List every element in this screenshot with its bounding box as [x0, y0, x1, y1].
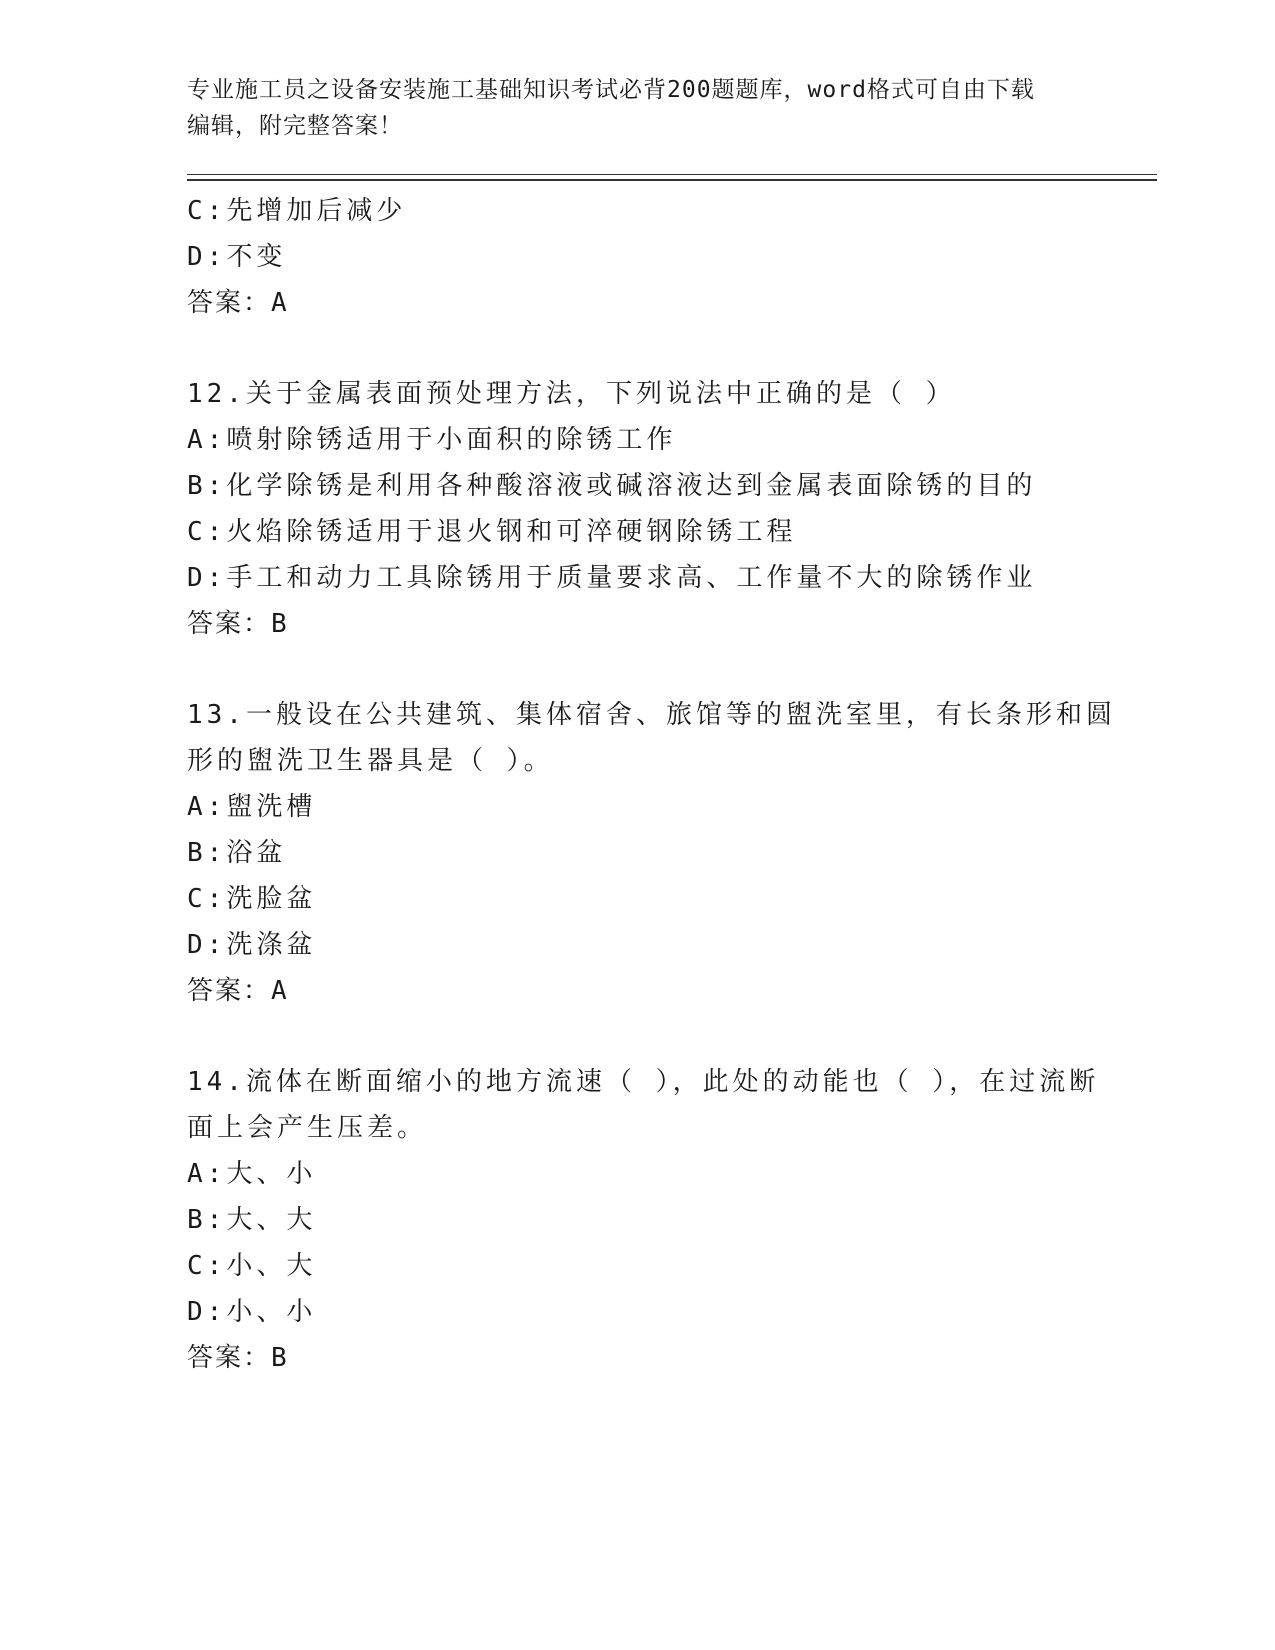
option-label: B:: [187, 838, 227, 868]
question-stem: 12.关于金属表面预处理方法，下列说法中正确的是（ ）: [187, 379, 956, 409]
question-stem-line-1: 13.一般设在公共建筑、集体宿舍、旅馆等的盥洗室里，有长条形和圆: [187, 700, 1116, 730]
option-label: C:: [187, 884, 227, 914]
option-a: [187, 417, 1087, 463]
question-block-13: [187, 692, 1116, 1014]
option-text: 小、大: [226, 1251, 317, 1281]
question-stem-line-1: 14.流体在断面缩小的地方流速（ ），此处的动能也（ ），在过流断: [187, 1067, 1100, 1097]
option-text: 手工和动力工具除锈用于质量要求高、工作量不大的除锈作业: [226, 563, 1037, 593]
option-label: C:: [187, 1251, 227, 1281]
question-block-12: [187, 371, 1087, 647]
option-label: D:: [187, 930, 227, 960]
option-c: [187, 509, 1087, 555]
option-text: 盥洗槽: [226, 792, 317, 822]
option-text: 大、大: [226, 1205, 317, 1235]
option-text: 火焰除锈适用于退火钢和可淬硬钢除锈工程: [226, 517, 797, 547]
header-title-line-1: 专业施工员之设备安装施工基础知识考试必背200题题库，word格式可自由下载: [187, 77, 1035, 103]
option-label: C:: [187, 196, 227, 226]
question-block-previous: [187, 188, 1087, 326]
option-a: [187, 784, 1087, 830]
option-text: 洗涤盆: [226, 930, 317, 960]
document-header: [187, 72, 1067, 144]
option-b: [187, 1197, 1087, 1243]
option-d: [187, 1289, 1087, 1335]
option-text: 先增加后减少: [226, 196, 407, 226]
question-stem-line-2: 面上会产生压差。: [187, 1113, 428, 1143]
header-title-line-2: 编辑，附完整答案！: [187, 113, 403, 139]
option-b: [187, 830, 1087, 876]
option-text: 浴盆: [226, 838, 287, 868]
question-list: [187, 188, 1116, 1381]
answer-line: 答案：B: [187, 1343, 289, 1373]
option-text: 洗脸盆: [226, 884, 317, 914]
option-text: 化学除锈是利用各种酸溶液或碱溶液达到金属表面除锈的目的: [226, 471, 1037, 501]
option-b: [187, 463, 1087, 509]
answer-line: 答案：B: [187, 609, 289, 639]
option-label: B:: [187, 1205, 227, 1235]
option-d: [187, 234, 1087, 280]
question-block-14: [187, 1059, 1100, 1381]
header-divider-thick: [187, 179, 1157, 181]
option-text: 喷射除锈适用于小面积的除锈工作: [226, 425, 677, 455]
option-label: D:: [187, 563, 227, 593]
option-label: D:: [187, 1297, 227, 1327]
option-label: A:: [187, 1159, 227, 1189]
option-c: [187, 188, 1087, 234]
option-label: A:: [187, 792, 227, 822]
option-label: B:: [187, 471, 227, 501]
answer-line: 答案：A: [187, 288, 289, 318]
option-d: [187, 922, 1087, 968]
option-text: 不变: [226, 242, 287, 272]
question-stem-line-2: 形的盥洗卫生器具是（ ）。: [187, 746, 554, 776]
option-c: [187, 1243, 1087, 1289]
option-label: A:: [187, 425, 227, 455]
option-label: D:: [187, 242, 227, 272]
option-text: 大、小: [226, 1159, 317, 1189]
option-d: [187, 555, 1087, 601]
option-text: 小、小: [226, 1297, 317, 1327]
option-a: [187, 1151, 1087, 1197]
option-c: [187, 876, 1087, 922]
option-label: C:: [187, 517, 227, 547]
header-divider-thin: [187, 174, 1157, 175]
answer-line: 答案：A: [187, 976, 289, 1006]
